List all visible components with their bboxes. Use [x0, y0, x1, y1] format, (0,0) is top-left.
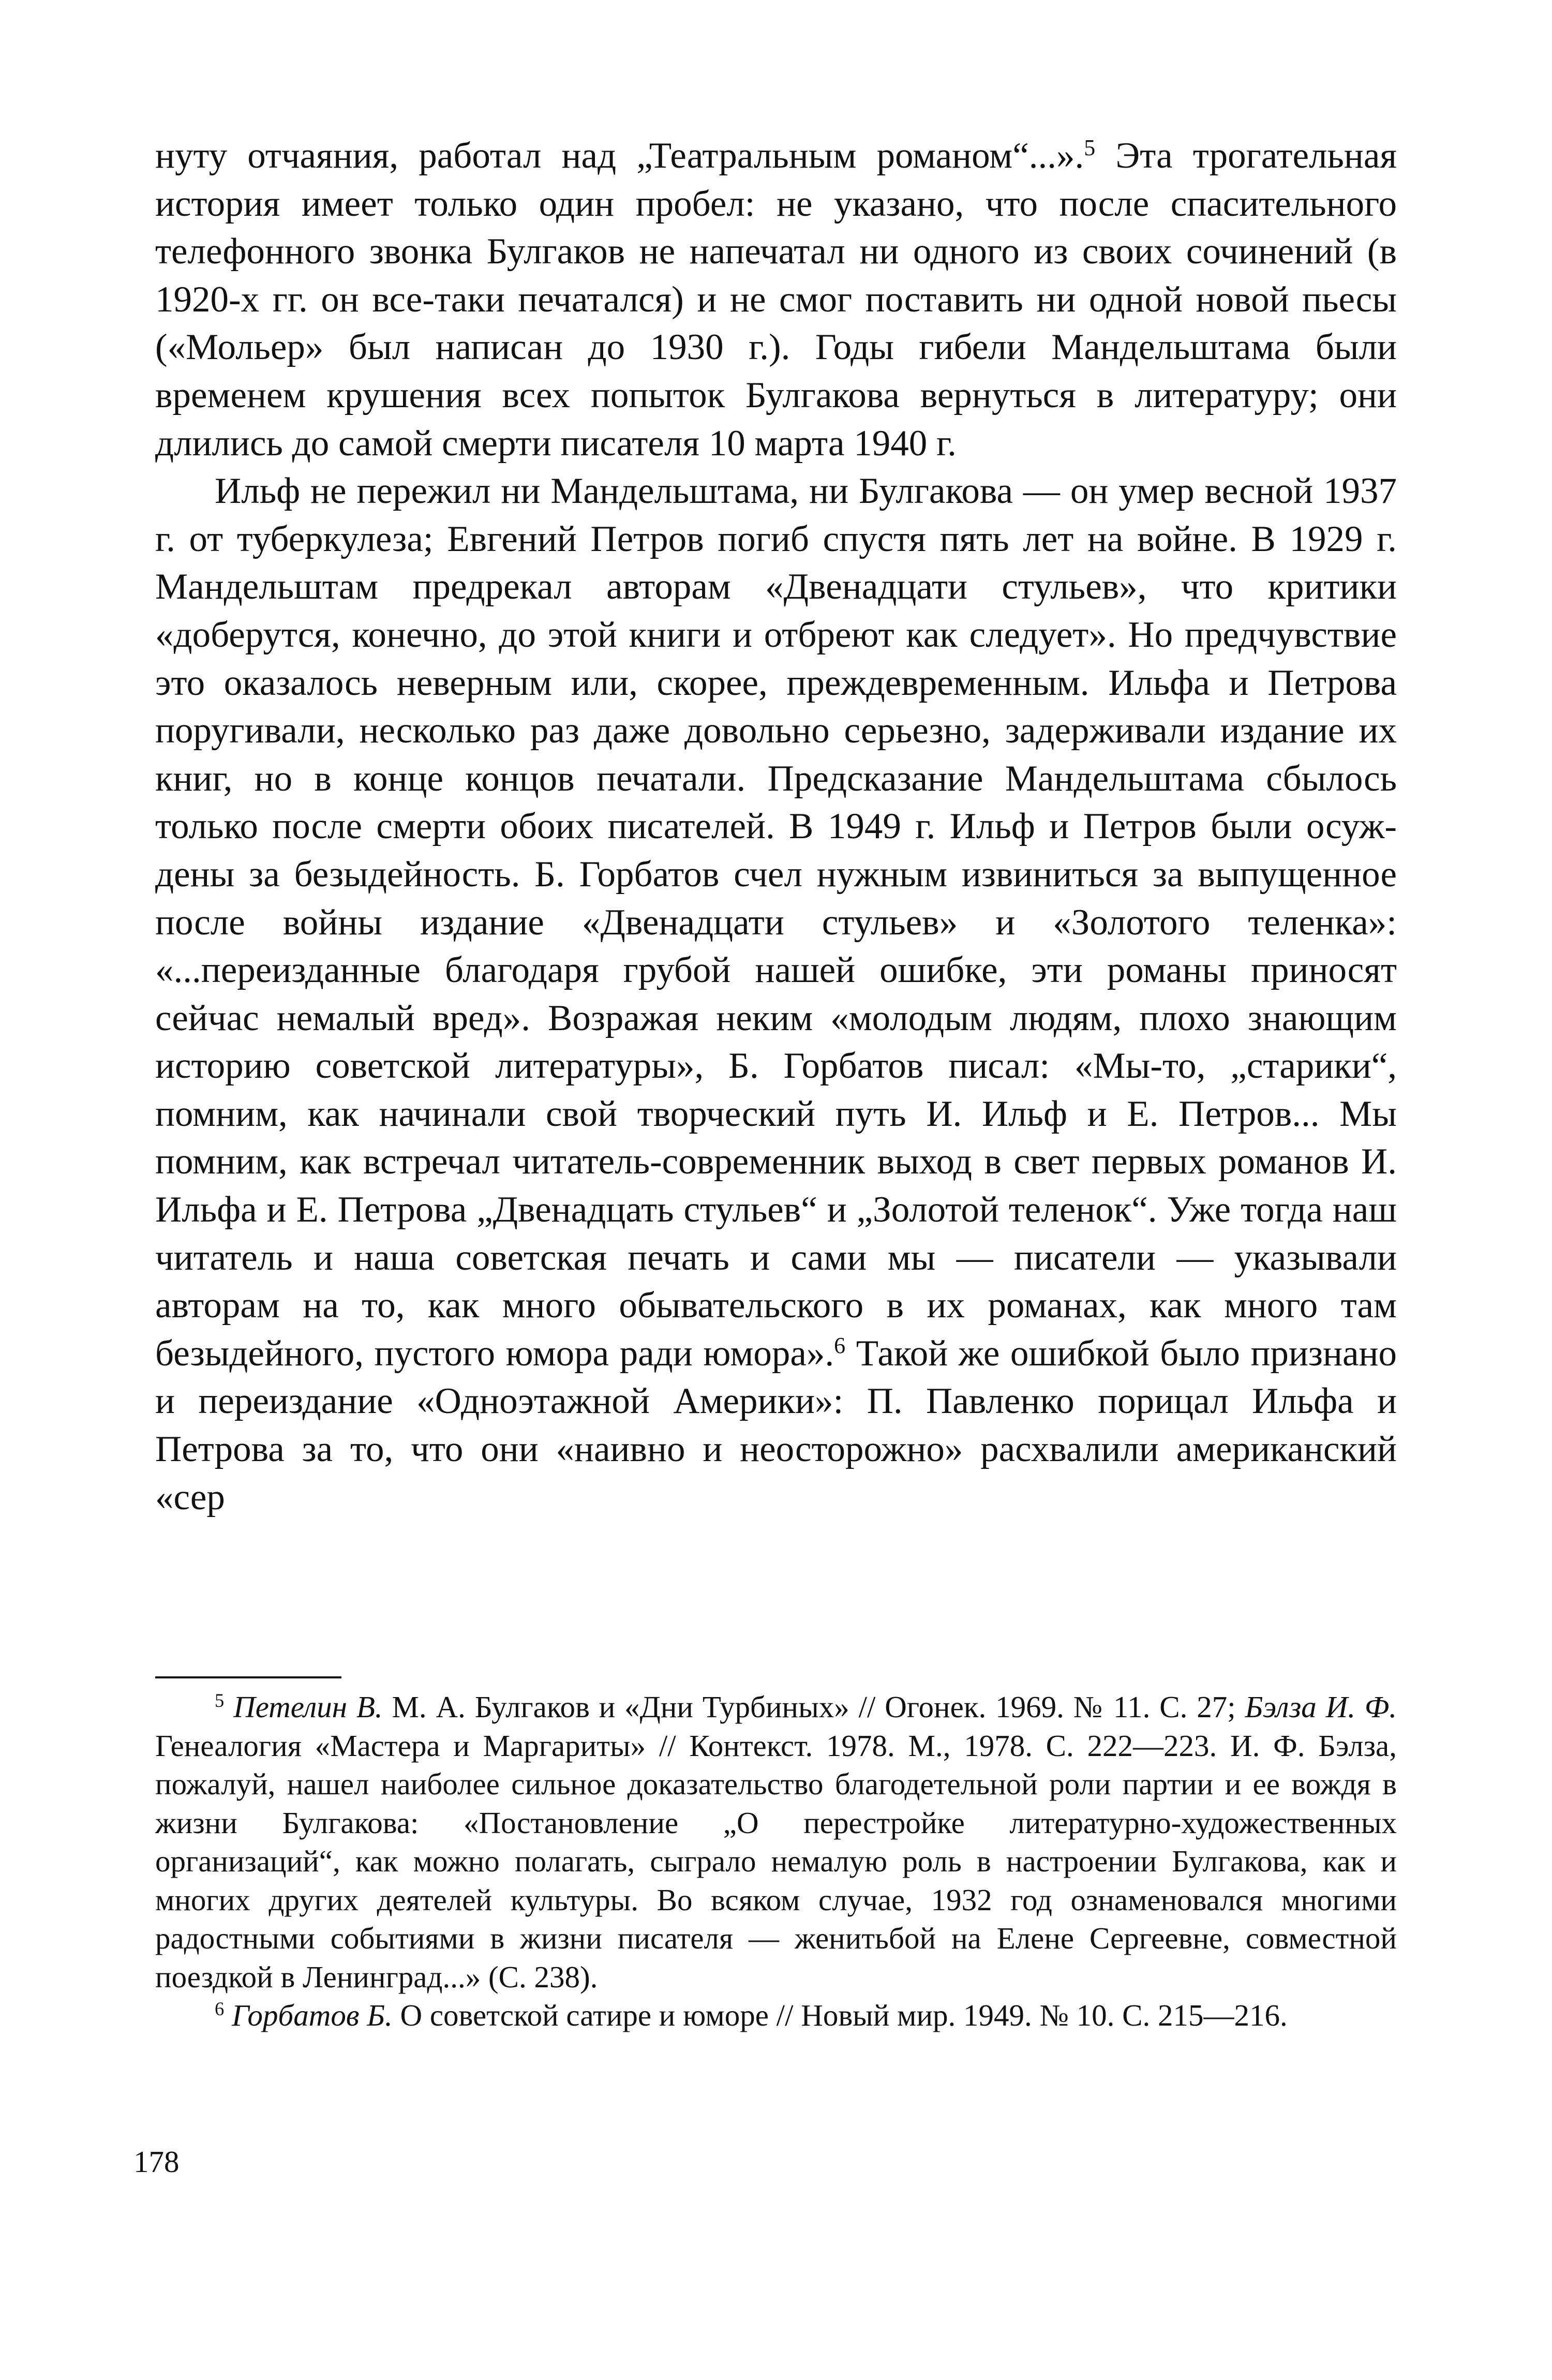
footnote-6 [155, 1996, 1397, 2035]
footnote-5-text-1: М. А. Булгаков и «Дни Турбиных» // Огонек. 1969. № 11. С. 27; [382, 1690, 1245, 1724]
footnote-6-author: Горбатов Б. [232, 1998, 393, 2032]
paragraph-1-text-b: Эта трогательная история имеет только один пробел: не указано, что после спасительного телефонного звонка Булгаков не напечатал ни одного из своих сочинений (в 1920-х гг. он все-таки печатался) и не смог поставить ни одной новой пьесы («Мольер» был написан до 1930 г.). Годы гибели Мандельштама были временем крушения всех попыток Булгакова вернуться в литературу; они длились до самой смерти писателя 10 марта 1940 г. [155, 136, 1397, 464]
footnote-6-mark: 6 [215, 1998, 225, 2019]
paragraph-1 [155, 132, 1397, 467]
paragraph-2 [155, 467, 1397, 1521]
footnote-ref-5: 5 [1084, 135, 1096, 160]
footnote-5-author-2: Бэлза И. Ф. [1245, 1690, 1397, 1724]
main-text [155, 132, 1397, 1521]
page-number: 178 [133, 2145, 180, 2179]
footnote-ref-6: 6 [834, 1332, 846, 1358]
paragraph-1-text-a: нуту отчаяния, работал над „Театральным романом“...». [155, 136, 1084, 176]
footnotes [155, 1688, 1397, 2035]
paragraph-2-text-b: Такой же ошибкой было признано и переиздание «Одноэтажной Америки»: П. Павленко порицал Ильфа и Петрова за то, что они «наивно и неосторожно» расхвалили американский «сер [155, 1333, 1397, 1518]
footnote-5-text-2: Генеалогия «Мастера и Маргариты» // Контекст. 1978. М., 1978. С. 222—223. И. Ф. Бэлза, пожалуй, нашел наиболее сильное доказательство благодетельной роли партии и ее вождя в жизни Булгакова: «Постановление „О перестройке литературно-художественных организаций“, как можно полагать, сыграло немалую роль в настроении Булгакова, как и многих других деятелей культуры. Во всяком случае, 1932 год ознаменовался многими радостными событиями в жизни писателя — женитьбой на Елене Сергеевне, совместной поездкой в Ленинград...» (С. 238). [155, 1728, 1397, 1994]
footnote-5-author-1: Петелин В. [233, 1690, 383, 1724]
footnote-divider [155, 1676, 341, 1678]
footnote-6-text: О советской сатире и юморе // Новый мир. 1949. № 10. С. 215—216. [392, 1998, 1288, 2032]
footnote-5 [155, 1688, 1397, 1996]
paragraph-2-text-a: Ильф не пережил ни Мандельштама, ни Булгакова — он умер весной 1937 г. от туберкулеза; Евгений Петров погиб спустя пять лет на войне. В 1929 г. Мандельштам предрекал авторам «Двенадцати стульев», что критики «доберутся, конечно, до этой книги и отбреют как следует». Но предчувствие это оказалось неверным или, скорее, преждевременным. Ильфа и Петрова поругивали, несколько раз даже довольно серьезно, задерживали издание их книг, но в конце концов печатали. Предсказание Мандельштама сбылось только после смерти обоих писателей. В 1949 г. Ильф и Петров были осуждены за безыдейность. Б. Горбатов счел нужным извиниться за выпущенное после войны издание «Двенадцати стульев» и «Золотого теленка»: «...переизданные благодаря грубой нашей ошибке, эти романы приносят сейчас немалый вред». Возражая неким «молодым людям, плохо знающим историю советской литературы», Б. Горбатов писал: «Мы-то, „старики“, помним, как начинали свой творческий путь И. Ильф и Е. Петров... Мы помним, как встречал читатель-современник выход в свет первых романов И. Ильфа и Е. Петрова „Двенадцать стульев“ и „Золотой теленок“. Уже тогда наш читатель и наша советская печать и сами мы — писатели — указывали авторам на то, как много обывательского в их романах, как много там безыдейного, пустого юмора ради юмора». [155, 471, 1397, 1374]
footnote-5-mark: 5 [215, 1689, 225, 1711]
